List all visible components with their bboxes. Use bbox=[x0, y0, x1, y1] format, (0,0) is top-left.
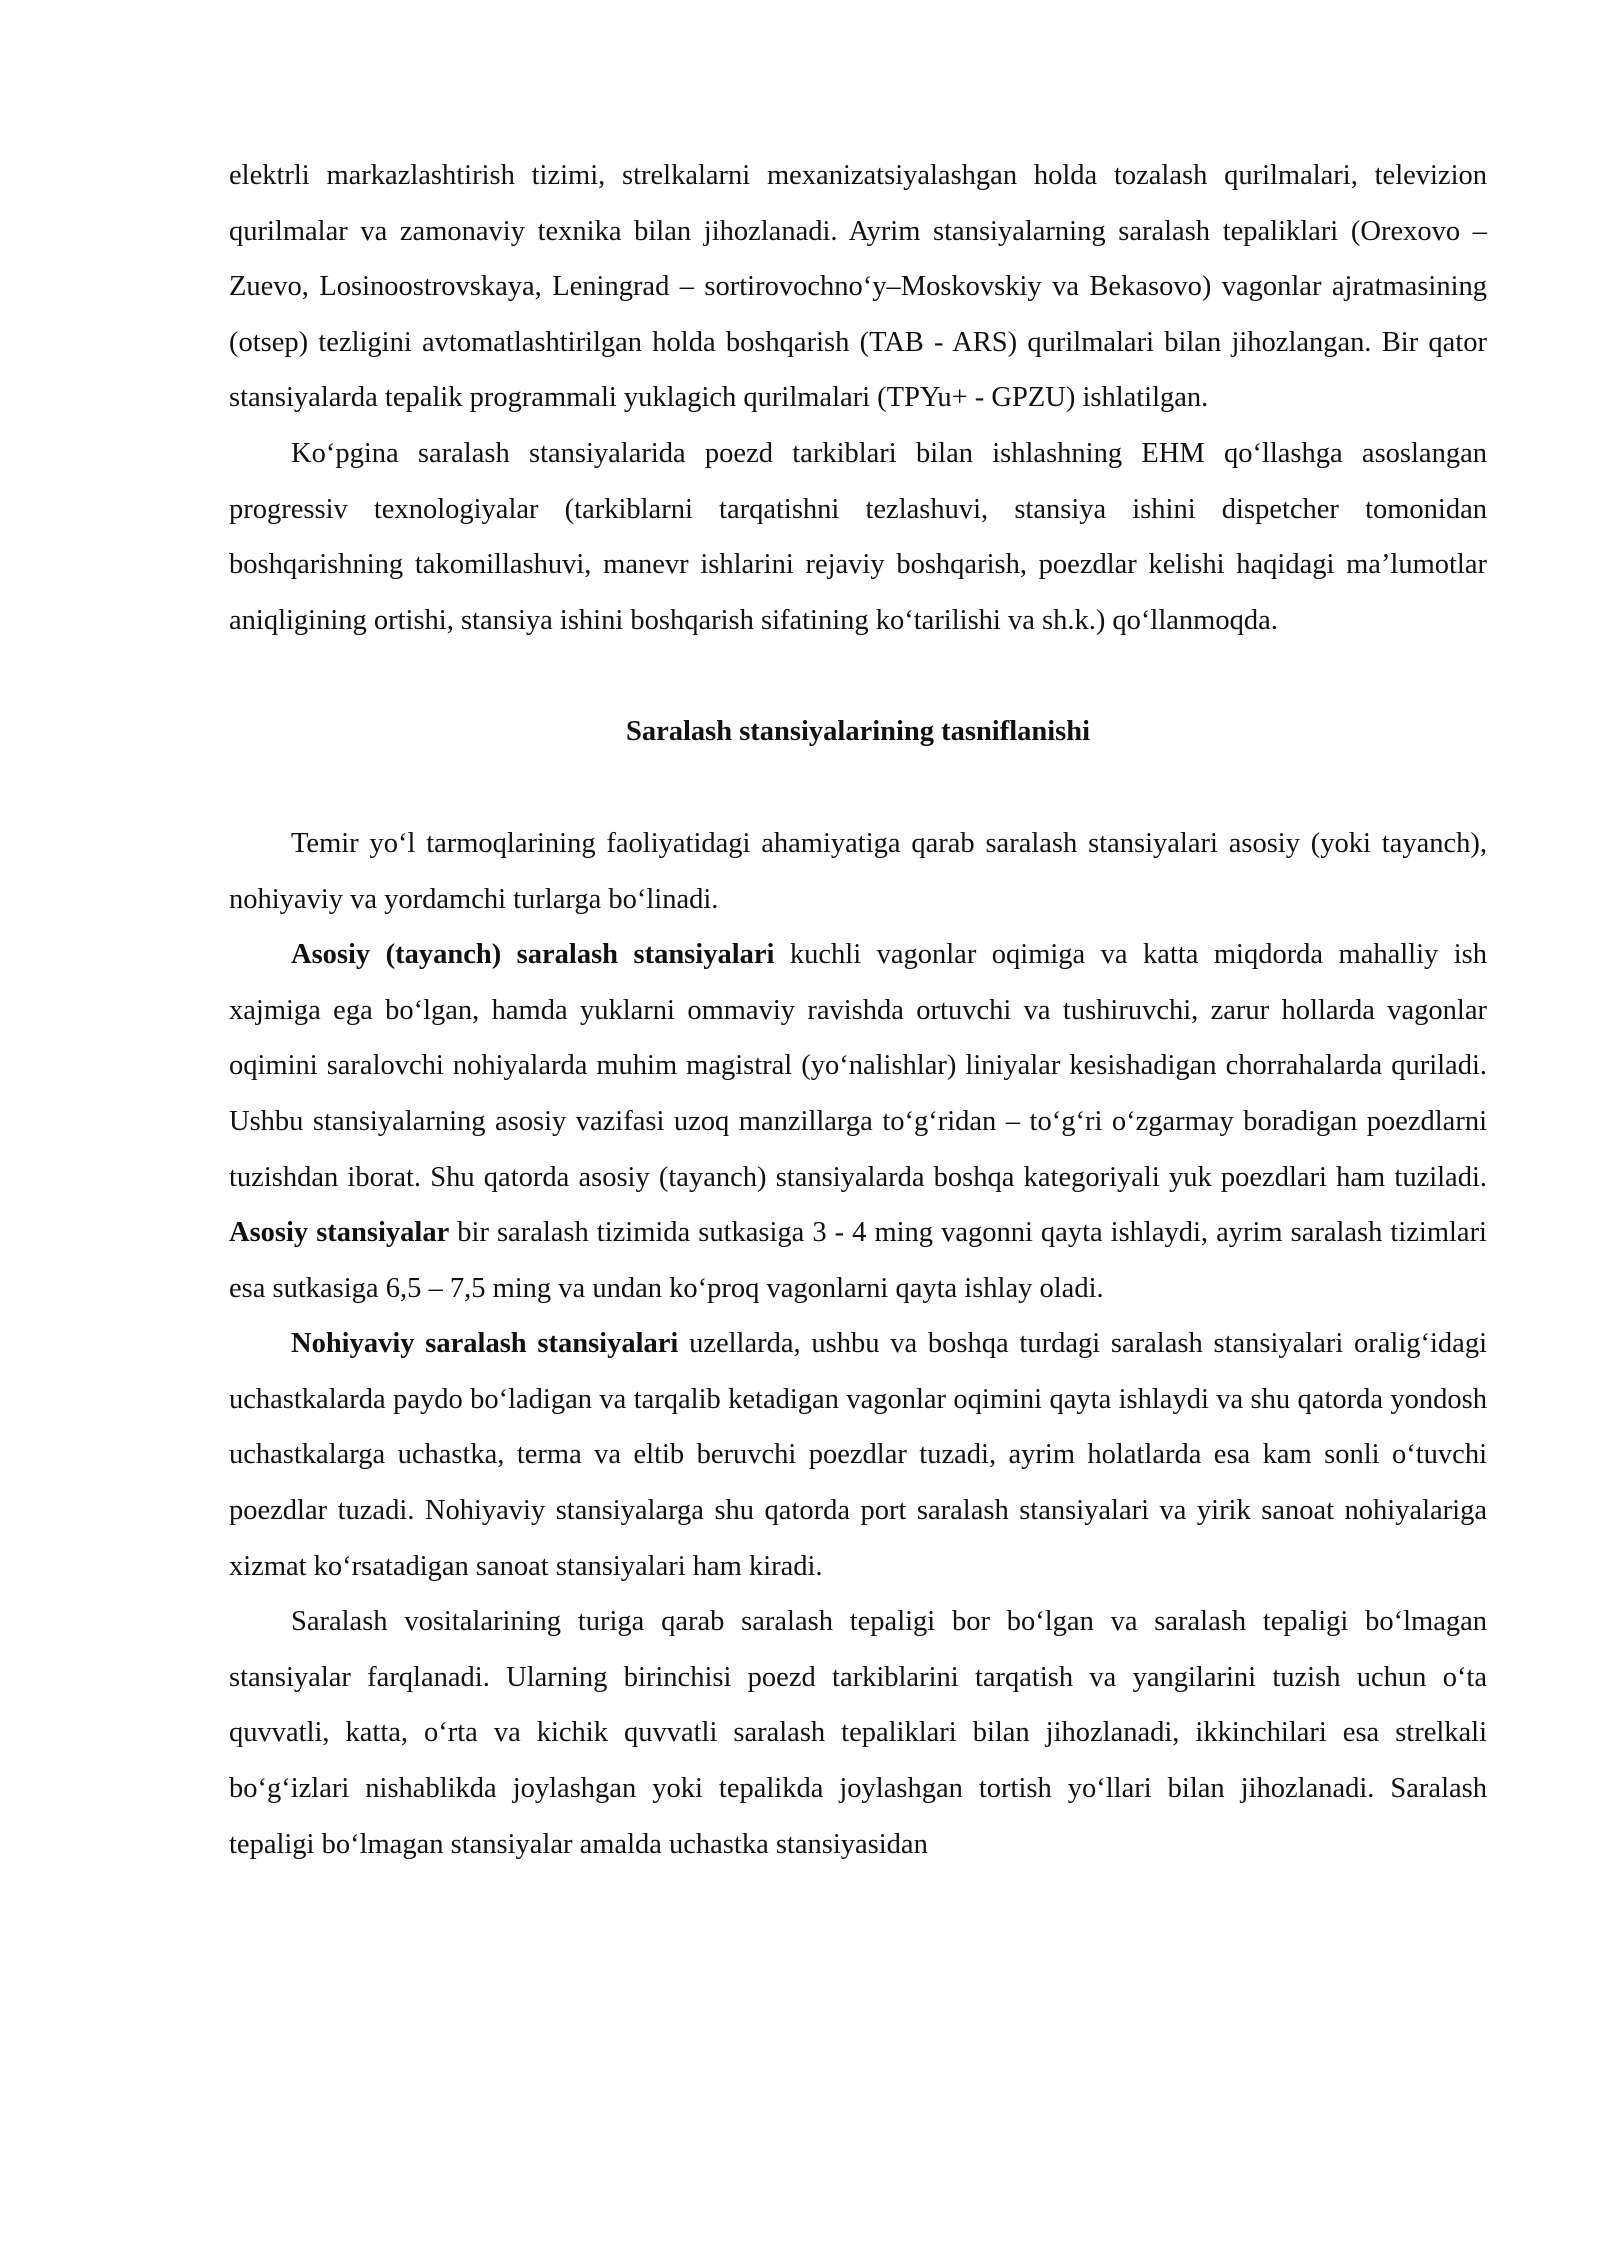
spacer bbox=[229, 648, 1487, 704]
term-main-stations-short: Asosiy stansiyalar bbox=[229, 1217, 450, 1249]
term-main-stations: Asosiy (tayanch) saralash stansiyalari bbox=[291, 939, 775, 971]
document-page bbox=[229, 148, 1487, 1872]
paragraph-regional-stations bbox=[229, 1316, 1487, 1594]
section-heading: Saralash stansiyalarining tasniflanishi bbox=[625, 716, 1091, 748]
paragraph-main-stations-text: kuchli vagonlar oqimiga va katta miqdorda mahalliy ish xajmiga ega bo‘lgan, hamda yuklarni ommaviy ravishda ortuvchi va tushiruvchi, zarur hollarda vagonlar oqimini saralovchi nohiyalarda muhim magistral (yo‘nalishlar) liniyalar kesishadigan chorrahalarda quriladi. Ushbu stansiyalarning asosiy vazifasi uzoq manzillarga to‘g‘ridan – to‘g‘ri o‘zgarmay boradigan poezdlarni tuzishdan iborat. Shu qatorda asosiy (tayanch) stansiyalarda boshqa kategoriyali yuk poezdlari ham tuziladi. bbox=[229, 939, 1487, 1193]
paragraph-regional-stations-text: uzellarda, ushbu va boshqa turdagi saralash stansiyalari oralig‘idagi uchastkalarda paydo bo‘ladigan va tarqalib ketadigan vagonlar oqimini qayta ishlaydi va shu qatorda yondosh uchastkalarga uchastka, terma va eltib beruvchi poezdlar tuzadi, ayrim holatlarda esa kam sonli o‘tuvchi poezdlar tuzadi. Nohiyaviy stansiyalarga shu qatorda port saralash stansiyalari va yirik sanoat nohiyalariga xizmat ko‘rsatadigan sanoat stansiyalari ham kiradi. bbox=[229, 1328, 1487, 1582]
paragraph-progressive-technologies: Ko‘pgina saralash stansiyalarida poezd tarkiblari bilan ishlashning EHM qo‘llashga asoslangan progressiv texnologiyalar (tarkiblarni tarqatishni tezlashuvi, stansiya ishini dispetcher tomonidan boshqarishning takomillashuvi, manevr ishlarini rejaviy boshqarish, poezdlar kelishi haqidagi ma’lumotlar aniqligining ortishi, stansiya ishini boshqarish sifatining ko‘tarilishi va sh.k.) qo‘llanmoqda. bbox=[229, 437, 1487, 636]
term-regional-stations: Nohiyaviy saralash stansiyalari bbox=[291, 1328, 679, 1360]
paragraph-main-stations-text-2: bir saralash tizimida sutkasiga 3 - 4 ming vagonni qayta ishlaydi, ayrim saralash tizimlari esa sutkasiga 6,5 – 7,5 ming va undan ko‘proq vagonlarni qayta ishlay oladi. bbox=[229, 1217, 1487, 1304]
paragraph-classification-intro: Temir yo‘l tarmoqlarining faoliyatidagi ahamiyatiga qarab saralash stansiyalari asosiy (yoki tayanch), nohiyaviy va yordamchi turlarga bo‘linadi. bbox=[229, 827, 1487, 915]
paragraph-sorting-means: Saralash vositalarining turiga qarab saralash tepaligi bor bo‘lgan va saralash tepaligi bo‘lmagan stansiyalar farqlanadi. Ularning birinchisi poezd tarkiblarini tarqatish va yangilarini tuzish uchun o‘ta quvvatli, katta, o‘rta va kichik quvvatli saralash tepaliklari bilan jihozlanadi, ikkinchilari esa strelkali bo‘g‘izlari nishablikda joylashgan yoki tepalikda joylashgan tortish yo‘llari bilan jihozlanadi. Saralash tepaligi bo‘lmagan stansiyalar amalda uchastka stansiyasidan bbox=[229, 1606, 1487, 1860]
spacer bbox=[229, 760, 1487, 816]
paragraph-main-stations bbox=[229, 927, 1487, 1316]
paragraph-continuation: elektrli markazlashtirish tizimi, strelkalarni mexanizatsiyalashgan holda tozalash qurilmalari, televizion qurilmalar va zamonaviy texnika bilan jihozlanadi. Ayrim stansiyalarning saralash tepaliklari (Orexovo – Zuevo, Losinoostrovskaya, Leningrad – sortirovochno‘y–Moskovskiy va Bekasovo) vagonlar ajratmasining (otsep) tezligini avtomatlashtirilgan holda boshqarish (TAB - ARS) qurilmalari bilan jihozlangan. Bir qator stansiyalarda tepalik programmali yuklagich qurilmalari (TPYu+ - GPZU) ishlatilgan. bbox=[229, 160, 1487, 414]
